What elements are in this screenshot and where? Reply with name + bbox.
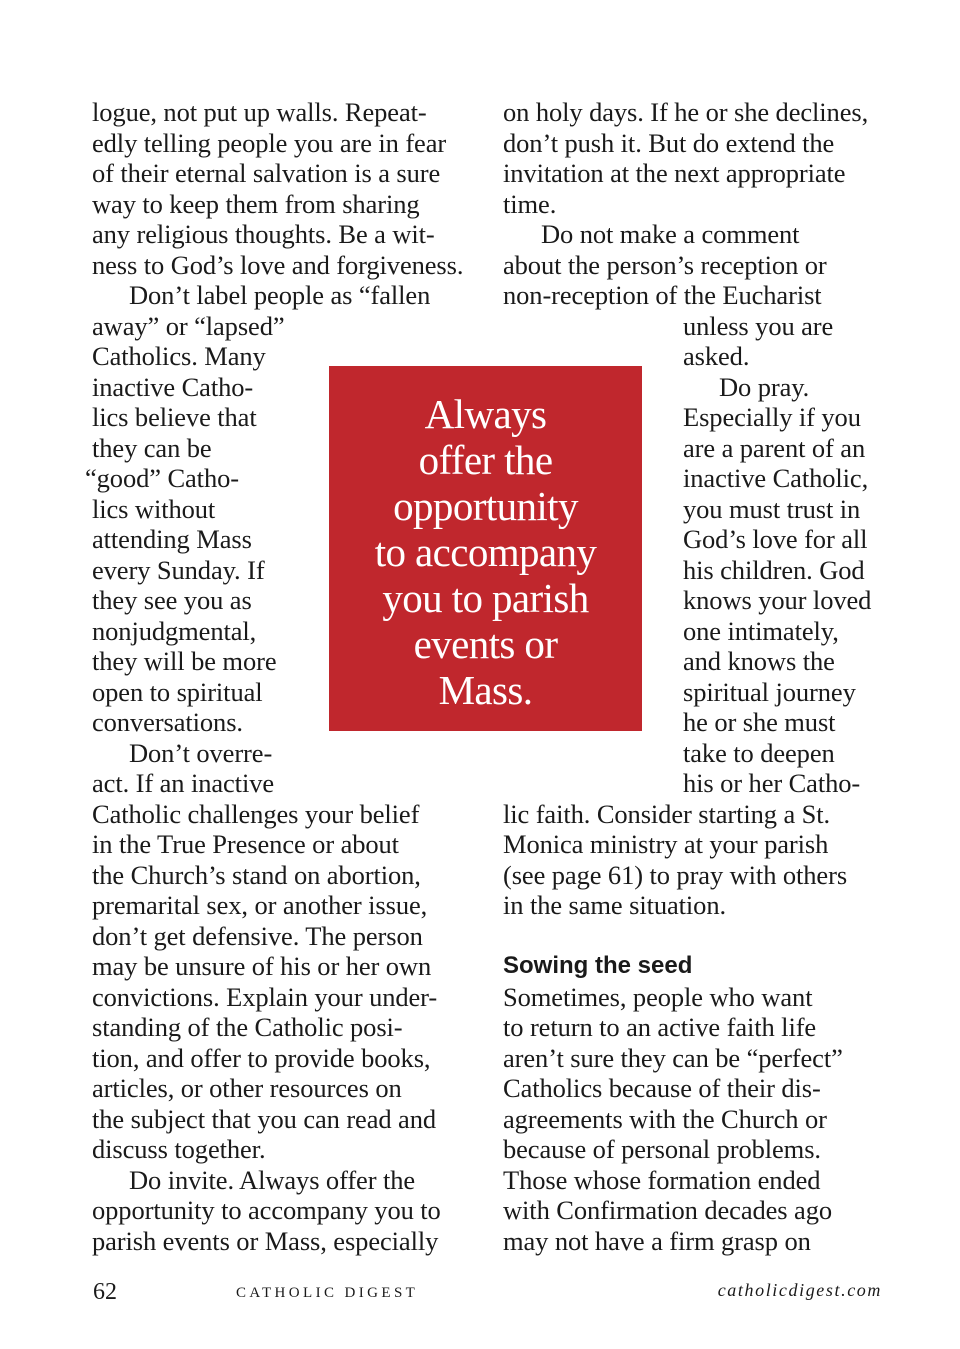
left-line: way to keep them from sharing [92,189,420,219]
right-line: you must trust in [683,494,861,524]
website-url: catholicdigest.com [717,1280,882,1300]
left-line: parish events or Mass, especially [92,1226,439,1256]
left-line: Catholic challenges your belief [92,799,420,829]
left-line: away” or “lapsed” [92,311,285,341]
right-line: he or she must [683,707,836,737]
pull-quote-line: to accompany [374,529,597,575]
pull-quote-line: offer the [418,437,553,483]
page-number: 62 [93,1279,117,1305]
right-line: with Confirmation decades ago [503,1195,832,1225]
right-line: spiritual journey [683,677,856,707]
left-line: discuss together. [92,1134,266,1164]
right-line: one intimately, [683,616,839,646]
left-line: Don’t label people as “fallen [129,280,431,310]
left-line: attending Mass [92,524,252,554]
right-line: don’t push it. But do extend the [503,128,835,158]
left-line: every Sunday. If [92,555,265,585]
right-line: time. [503,189,557,219]
section-subhead: Sowing the seed [503,952,693,979]
right-line: his children. God [683,555,865,585]
left-line: Do invite. Always offer the [129,1165,416,1195]
left-line: in the True Presence or about [92,829,399,859]
right-line: asked. [683,341,750,371]
right-line: non-reception of the Eucharist [503,280,822,310]
left-line: premarital sex, or another issue, [92,890,428,920]
magazine-name: CATHOLIC DIGEST [236,1285,419,1301]
pull-quote-box [329,366,642,731]
left-line: they can be [92,433,212,463]
left-line: tion, and offer to provide books, [92,1043,431,1073]
right-line: may not have a firm grasp on [503,1226,811,1256]
pull-quote-line: you to parish [382,575,589,621]
left-line: they will be more [92,646,277,676]
left-line: Catholics. Many [92,341,266,371]
right-line: Do pray. [719,372,810,402]
right-line: his or her Catho- [683,768,861,798]
right-line: to return to an active faith life [503,1012,817,1042]
left-line: standing of the Catholic posi- [92,1012,403,1042]
left-line: ness to God’s love and forgiveness. [92,250,464,280]
right-line: (see page 61) to pray with others [503,860,848,890]
left-line: inactive Catho- [92,372,254,402]
left-line: opportunity to accompany you to [92,1195,441,1225]
left-line: any religious thoughts. Be a wit- [92,219,435,249]
right-line: unless you are [683,311,834,341]
left-line: articles, or other resources on [92,1073,402,1103]
right-line: Sometimes, people who want [503,982,813,1012]
left-line: “good” Catho- [85,463,239,493]
left-line: act. If an inactive [92,768,275,798]
left-line: Don’t overre- [129,738,273,768]
right-line: Monica ministry at your parish [503,829,829,859]
left-line: edly telling people you are in fear [92,128,447,158]
right-line: and knows the [683,646,835,676]
right-line: invitation at the next appropriate [503,158,846,188]
right-line: take to deepen [683,738,835,768]
right-line: Those whose formation ended [503,1165,821,1195]
pull-quote-line: Always [424,391,547,437]
left-line: the Church’s stand on abortion, [92,860,421,890]
pull-quote-line: Mass. [438,667,533,713]
right-line: because of personal problems. [503,1134,821,1164]
right-line: about the person’s reception or [503,250,827,280]
right-line: inactive Catholic, [683,463,869,493]
left-line: they see you as [92,585,252,615]
pull-quote-line: events or [413,621,558,667]
left-line: of their eternal salvation is a sure [92,158,441,188]
left-line: lics without [92,494,216,524]
right-line: knows your loved [683,585,872,615]
left-line: lics believe that [92,402,257,432]
right-line: Catholics because of their dis- [503,1073,821,1103]
left-line: the subject that you can read and [92,1104,437,1134]
left-line: logue, not put up walls. Repeat- [92,97,427,127]
left-line: conversations. [92,707,243,737]
right-line: aren’t sure they can be “perfect” [503,1043,843,1073]
right-line: Especially if you [683,402,861,432]
right-line: God’s love for all [683,524,868,554]
left-line: nonjudgmental, [92,616,257,646]
right-line: lic faith. Consider starting a St. [503,799,831,829]
right-line: Do not make a comment [541,219,800,249]
right-line: in the same situation. [503,890,727,920]
left-line: open to spiritual [92,677,263,707]
right-line: are a parent of an [683,433,866,463]
right-line: on holy days. If he or she declines, [503,97,869,127]
right-line: agreements with the Church or [503,1104,827,1134]
left-line: convictions. Explain your under- [92,982,438,1012]
left-line: don’t get defensive. The person [92,921,423,951]
left-line: may be unsure of his or her own [92,951,432,981]
pull-quote-line: opportunity [393,483,578,529]
